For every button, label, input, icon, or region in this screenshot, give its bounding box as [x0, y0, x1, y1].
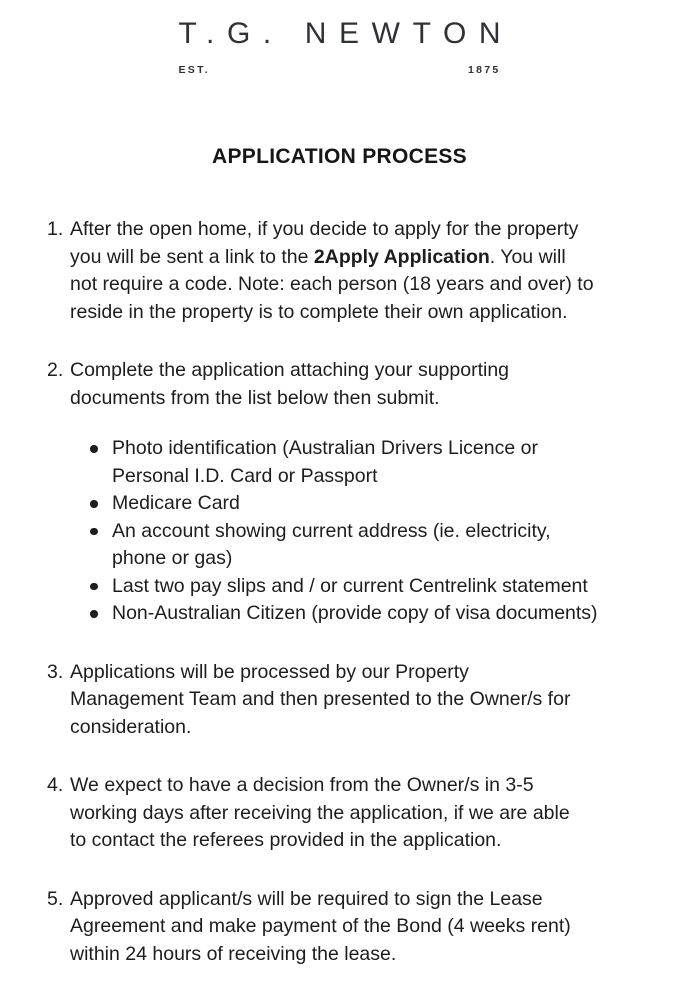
- established-row: [178, 64, 500, 77]
- est-label: EST.: [178, 64, 210, 76]
- bullet-item: [90, 490, 665, 518]
- bullet-item: [90, 600, 665, 628]
- bold-text: 2Apply Application: [313, 245, 490, 268]
- item-text: [70, 886, 665, 969]
- numbered-item: [47, 886, 665, 969]
- item-line: [70, 216, 665, 244]
- bullet-item: [90, 518, 665, 573]
- item-line: [70, 244, 665, 272]
- text-segment: . You will: [489, 245, 566, 268]
- item-text: [70, 216, 665, 326]
- text-segment: Complete the application attaching your supporting: [70, 359, 510, 381]
- text-segment: consideration.: [70, 715, 192, 738]
- item-line: [70, 772, 665, 800]
- text-segment: We expect to have a decision from the Owner/s in 3-5: [70, 774, 534, 796]
- item-number: 3.: [47, 660, 64, 683]
- bullet-line: [112, 573, 665, 601]
- supporting-documents-list: [70, 435, 665, 628]
- item-line: [70, 659, 665, 687]
- company-logo: [0, 16, 679, 78]
- bullet-line: [112, 435, 665, 463]
- text-segment: working days after receiving the application, if we are able: [70, 801, 570, 824]
- item-line: [70, 827, 665, 855]
- bullet-line: [112, 463, 665, 491]
- text-segment: Approved applicant/s will be required to sign the Lease: [70, 887, 543, 910]
- item-number: 4.: [47, 774, 64, 796]
- item-line: [70, 800, 665, 828]
- bullet-line: [112, 518, 665, 546]
- text-segment: reside in the property is to complete their own application.: [70, 300, 568, 323]
- text-segment: Non-Australian Citizen (provide copy of visa documents): [112, 602, 598, 624]
- item-line: [70, 913, 665, 941]
- item-number: 2.: [47, 359, 64, 381]
- item-line: [70, 385, 665, 413]
- text-segment: documents from the list below then submit.: [70, 386, 440, 409]
- est-year: 1875: [467, 64, 501, 76]
- bullet-item: [90, 573, 665, 601]
- bullet-line: [112, 490, 665, 518]
- text-segment: you will be sent a link to the: [70, 245, 314, 268]
- text-segment: not require a code. Note: each person (18 years and over) to: [70, 273, 594, 295]
- item-number: 1.: [47, 218, 64, 240]
- item-line: [70, 686, 665, 714]
- text-segment: Applications will be processed by our Property: [70, 660, 469, 683]
- item-number: 5.: [47, 887, 64, 910]
- text-segment: After the open home, if you decide to apply for the property: [70, 218, 579, 240]
- item-text: [70, 772, 665, 855]
- item-line: [70, 271, 665, 299]
- bullet-line: [112, 545, 665, 573]
- numbered-item: [47, 659, 665, 742]
- item-text: [70, 357, 665, 628]
- text-segment: Last two pay slips and / or current Centrelink statement: [112, 574, 588, 597]
- text-segment: An account showing current address (ie. electricity,: [112, 519, 551, 542]
- page-title: APPLICATION PROCESS: [211, 145, 467, 168]
- brand-name: T.G. NEWTON: [178, 17, 514, 50]
- numbered-item: [47, 216, 665, 326]
- text-segment: Medicare Card: [112, 492, 240, 514]
- item-line: [70, 714, 665, 742]
- item-text: [70, 659, 665, 742]
- text-segment: to contact the referees provided in the application.: [70, 829, 502, 851]
- numbered-item: [47, 357, 665, 628]
- item-line: [70, 357, 665, 385]
- text-segment: Agreement and make payment of the Bond (4 weeks rent): [70, 915, 571, 937]
- text-segment: phone or gas): [112, 547, 233, 569]
- text-segment: Management Team and then presented to the Owner/s for: [70, 688, 571, 710]
- numbered-item: [47, 772, 665, 855]
- text-segment: Photo identification (Australian Drivers Licence or: [112, 437, 538, 459]
- logo-block: [178, 16, 514, 77]
- bullet-line: [112, 600, 665, 628]
- item-line: [70, 299, 665, 327]
- process-item-list: [0, 216, 679, 968]
- text-segment: within 24 hours of receiving the lease.: [70, 942, 397, 965]
- text-segment: Personal I.D. Card or Passport: [112, 464, 378, 487]
- bullet-item: [90, 435, 665, 490]
- item-line: [70, 941, 665, 969]
- item-line: [70, 886, 665, 914]
